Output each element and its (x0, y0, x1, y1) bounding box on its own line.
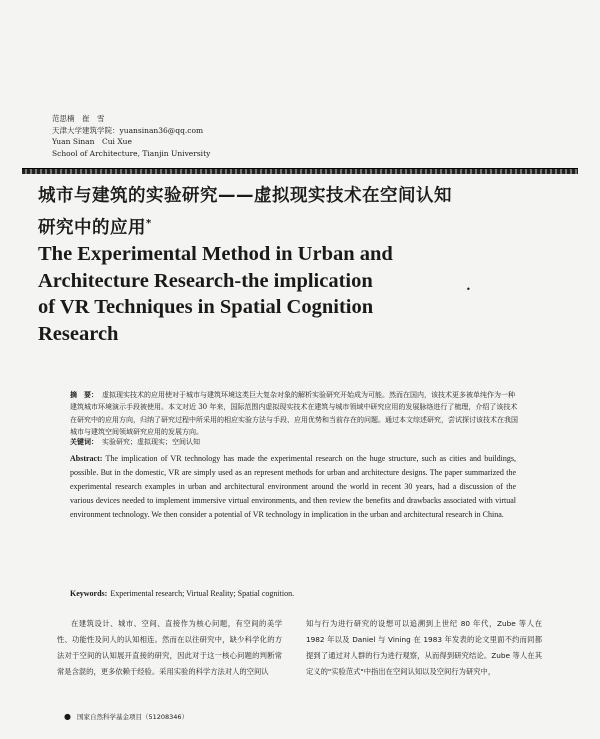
chinese-keywords (70, 437, 200, 447)
author-block (52, 113, 210, 159)
english-abstract (70, 452, 516, 522)
footnote-bullet-icon: ● (64, 712, 71, 721)
chinese-keywords-label: 关键词： (70, 437, 98, 446)
author-names-cn: 范思楠 崔 雪 (52, 114, 105, 123)
chinese-title-line-2-text: 研究中的应用 (38, 217, 146, 238)
funding-footnote-mark: * (146, 218, 152, 229)
chinese-abstract (70, 389, 518, 438)
author-names-en: Yuan Sinan Cui Xue (52, 137, 132, 146)
english-title (38, 241, 558, 347)
chinese-abstract-text: 虚拟现实技术的应用使对于城市与建筑环境这类巨大复杂对象的解析实验研究开始成为可能。然而在国内，该技术更多被单纯作为一种建筑城市环境演示手段被使用。本文对近 30 年来，国际范围内虚拟现实技术在建筑与城市领域中研究应用的发展脉络进行了梳理，介绍了该技术在研究中的应用方向，归纳了研究过程中所采用的相应实验方法与手段、应用优势和当前存在的问题。通过本文综述研究，尝试探讨该技术在我国城市与建筑空间领域研究应用的发展方向。 (70, 391, 518, 436)
footnote-text: 国家自然科学基金项目（51208346） (76, 713, 189, 721)
author-affiliation-cn: 天津大学建筑学院：yuansinan36@qq.com (52, 125, 204, 135)
body-right-column: 知与行为进行研究的设想可以追溯到上世纪 80 年代，Zube 等人在 1982 年以及 Daniel 与 Vining 在 1983 年发表的论文里面不约而同都提到了通过对人群的行为进行观察，从而得到研究结论。Zube 等人在其定义的"实验范式"中指出在空间认知以及空间行为研究中， (306, 619, 542, 676)
chinese-abstract-label: 摘 要： (70, 390, 98, 399)
author-affiliation-en: School of Architecture, Tianjin University (52, 148, 211, 158)
english-title-line-1: The Experimental Method in Urban and (38, 243, 393, 265)
english-abstract-text: The implication of VR technology has made the experimental research on the huge structure, such as cities and buildings, possible. But in the domestic, VR are simply used as an represent methods for urban and architecture designs. The paper summarized the experimental research examples in urban and architectural environment around the world in recent 30 years, had a discussion of the various devices needed to implement immersive virtual environments, and then review the benefits and drawbacks associated with virtual environment technology. We then consider a potential of VR technology in implication in the urban and architectural research in China. (70, 454, 516, 520)
header-divider (22, 168, 578, 174)
english-title-line-4: Research (38, 322, 119, 345)
english-keywords-text: Experimental research; Virtual Reality; Spatial cognition. (110, 589, 295, 598)
english-abstract-label: Abstract: (70, 454, 103, 463)
english-title-line-3: of VR Techniques in Spatial Cognition (38, 296, 374, 318)
body-left-column: 在建筑设计、城市、空间、直接作为核心问题，有空间的美学性、功能性及问人的认知相连。然而在以往研究中，缺少科学化的方法对于空间的认知展开直接的研究，因此对于这一核心问题的判断常常是含混的，更多依赖于经验。采用实验的科学方法对人的空间认 (57, 619, 282, 676)
english-keywords-label: Keywords: (70, 589, 108, 598)
funding-footnote (64, 712, 188, 721)
stray-dot-mark: • (466, 285, 471, 294)
chinese-title-line-2 (38, 210, 558, 242)
chinese-keywords-text: 实验研究；虚拟现实；空间认知 (102, 438, 200, 446)
english-title-line-2: Architecture Research-the implication (38, 269, 373, 292)
chinese-title-line-1: 城市与建筑的实验研究——虚拟现实技术在空间认知 (38, 186, 452, 206)
chinese-title (38, 183, 558, 242)
english-keywords (70, 589, 294, 598)
